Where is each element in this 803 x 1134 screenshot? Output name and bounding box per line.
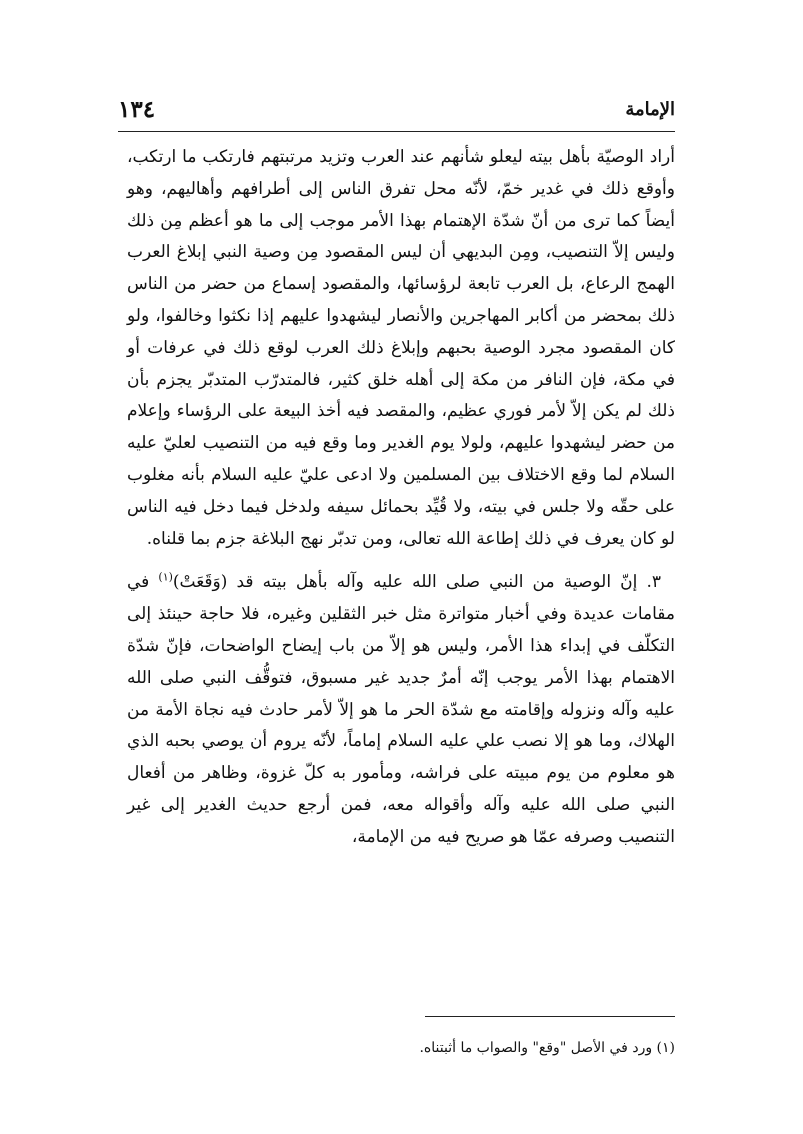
- page-number: ١٣٤: [118, 95, 156, 123]
- page-header: [118, 92, 675, 126]
- footnote-divider: [425, 1016, 675, 1017]
- paragraph-2-start: ٣. إنّ الوصية من النبي صلى الله عليه وآله بأهل بيته قد (وَقَعَتْ): [172, 572, 661, 593]
- paragraph-2-rest: في مقامات عديدة وفي أخبار متواترة مثل خبر الثقلين وغيره، فلا حاجة حينئذ إلى التكلّف في إبداء هذا الأمر، وليس هو إلاّ من باب إيضاح الواضحات، فإنّ شدّة الاهتمام بهذا الأمر يوجب إنّه أمرٌ جديد غير مسبوق، فتوقُّف النبي صلى الله عليه وآله ونزوله وإقامته مع شدّة الحر ما هو إلاّ لأمر حادث فيه نجاة الأمة من الهلاك، وما هو إلا نصب علي عليه السلام إماماً، لأنّه يروم أن يوصي بحبه الذي هو معلوم من يوم مبيته على فراشه، ومأمور به كلّ غزوة، وظاهر من أفعال النبي صلى الله عليه وآله وأقواله معه، فمن أرجع حديث الغدير إلى غير التنصيب وصرفه عمّا هو صريح فيه من الإمامة،: [127, 572, 675, 847]
- footnote-reference: (١): [158, 570, 173, 584]
- running-title: الإمامة: [625, 98, 675, 120]
- header-divider: [118, 131, 675, 132]
- footnote: (١) ورد في الأصل "وقع" والصواب ما أثبتناه.: [419, 1040, 675, 1056]
- paragraph-2: [127, 567, 675, 853]
- main-text: [127, 142, 675, 854]
- paragraph-1: أراد الوصيّة بأهل بيته ليعلو شأنهم عند العرب وتزيد مرتبتهم فارتكب ما ارتكب، وأوقع ذلك في غدير خمّ، لأنّه محل تفرق الناس إلى أطرافهم وأهاليهم، وهو أيضاً كما ترى من أنّ شدّة الإهتمام بهذا الأمر موجب إلى ما هو أعظم مِن ذلك وليس إلاّ التنصيب، ومِن البديهي أن ليس المقصود مِن وصية النبي إبلاغ العرب الهمج الرعاع، بل العرب تابعة لرؤسائها، والمقصود إسماع من حضر من الناس ذلك بمحضر من أكابر المهاجرين والأنصار ليشهدوا عليهم إذا نكثوا وخالفوا، ولو كان المقصود مجرد الوصية بحبهم وإبلاغ ذلك العرب لوقع ذلك في عرفات أو في مكة، فإن النافر من مكة إلى أهله خلق كثير، فالمتدرّب المتدبّر يجزم بأن ذلك لم يكن إلاّ لأمر فوري عظيم، والمقصد فيه أخذ البيعة على الرؤساء وإعلام من حضر ليشهدوا عليهم، ولولا يوم الغدير وما وقع فيه من التنصيب لعليّ عليه السلام لما وقع الاختلاف بين المسلمين ولا ادعى عليّ عليه السلام بأنه مغلوب على حقّه ولا جلس في بيته، ولا قُيِّد بحمائل سيفه ولدخل فيما دخل فيه الناس لو كان يعرف في ذلك إطاعة الله تعالى، ومن تدبّر نهج البلاغة جزم بما قلناه.: [127, 147, 675, 549]
